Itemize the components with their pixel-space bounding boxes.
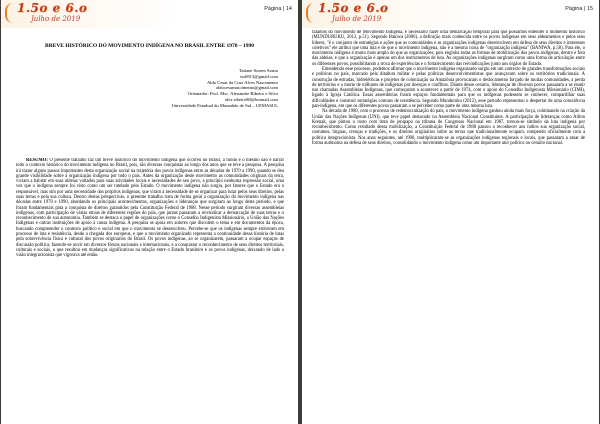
- event-subtitle: Julho de 2019: [332, 15, 382, 23]
- author-block: [21, 68, 278, 109]
- banner-ornament-icon: [306, 3, 318, 23]
- body-text: [312, 30, 585, 420]
- author-name: Aldo Cesar da Cruz Alves Nascimento: [206, 79, 278, 85]
- page-right: [302, 0, 599, 424]
- paragraph: Na década de 1980, com o processo de redemocratização do país, o movimento indígena ganhou ainda mais força, culminando na criação da União das Nações Indígenas (UNI), que teve papel destacado na Assembleia Nacional Constituinte. A participação de lideranças como Ailton Krenak, que pintou o rosto com tinta de jenipapo na tribuna do Congresso Nacional em 1987, tornou-se símbolo da luta indígena por reconhecimento. Como resultado dessa mobilização, a Constituição Federal de 1988 passou a reconhecer aos índios sua organização social, costumes, línguas, crenças e tradições, e os direitos originários sobre as terras que tradicionalmente ocupam, rompendo oficialmente com a política integracionista. Nos anos seguintes, até 1990, multiplicaram-se as organizações indígenas regionais e locais, que passaram a atuar de forma autônoma na defesa de seus direitos, consolidando o movimento indígena como um importante ator político no cenário nacional.: [312, 109, 585, 146]
- event-banner: [1, 0, 298, 28]
- event-title: 1.5o e 6.o: [17, 1, 88, 15]
- abstract-text: O presente trabalho faz um breve histórico do movimento indígena que ocorreu no Brasil, a fundo é o mesmo não é narrar todo o contexto histórico do movimento indígena no Brasil, pois, são diversas conquistas ao longo dos anos que se teve a pesquisa. A pesquisa irá trazer alguns passos importantes desta organização social na trajetória dos povos indígenas entre as décadas de 1970 a 1990, quando se deu grande visibilidade sobre a organização indígena por todo o país. Antes da organização deste movimento as comunidades originais da terra, viviam a habitar em suas aldeias voltados para suas atividades locais e necessidades de seu povo, a princípio nenhuma expressão social, uma vez que o indígena sempre foi visto como um ser tutelado pelo Estado. O movimento indígena não surgiu, por fatores que o Estado era o responsável, mas sim por uma necessidade dos próprios indígenas, que viram a necessidade de se organizar para lutar pelos seus direitos, pelas suas terras e pela sua cultura. Dentro destas perspectivas, o presente trabalho trata de forma geral a organização do movimento indígena nas décadas entre 1970 e 1990, abordando os principais acontecimentos, organizações e lideranças que surgiram ao longo deste período, e que foram fundamentais para a conquista de direitos garantidos pela Constituição Federal de 1988. Nesse período surgiram diversas assembleias indígenas, com participação de várias etnias de diferentes regiões do país, que juntas passaram a reivindicar a demarcação de suas terras e o reconhecimento de sua autonomia. Também se destaca o papel de organizações como o Conselho Indigenista Missionário, a União das Nações Indígenas e outras instituições de apoio à causa indígena. A pesquisa se apoia em autores que discutem o tema e em documentos da época, buscando compreender o contexto político e social em que o movimento se desenvolveu. Percebe-se que os indígenas sempre estiveram em processo de luta e resistência, desde a chegada dos europeus, e que o movimento organizado representa a continuidade dessa história de lutas pela sobrevivência física e cultural dos povos originários do Brasil. Os povos indígenas, ao se organizarem, passaram a ocupar espaços de discussão política, fazendo-se ouvir em diversos fóruns nacionais e internacionais, e a conquistar o reconhecimento de seus direitos territoriais, culturais e sociais, o que resultou em mudanças significativas na relação entre o Estado brasileiro e os povos indígenas, deixando de lado a visão integracionista que vigorava até então.: [16, 158, 284, 259]
- event-banner: [302, 0, 599, 28]
- university: Universidade Estadual do Maranhão de Sul – UEMASUL: [171, 102, 278, 108]
- banner-ornament-icon: [5, 3, 17, 23]
- author-email: tss0813@gmail.com: [240, 73, 278, 79]
- paragraph: falamos do movimento de Movimento Indígena, é necessário fazer uma demarcação temporal para que possamos entender o momento histórico (MUNDURUKU, 2012, p.51). Segundo Baniwa (2006), a definição mais conhecida entre os povos indígenas em seus aldeamentos e pelos seus líderes, "é o conjunto de estratégias e ações que as comunidades e as organizações indígenas desenvolvem em defesa de seus direitos e interesses coletivos" ele atribui que uma luta e de que o movimento indígena, não é a mesma coisa de "organização indígena" (BANIWA, p.58). Para ele, o movimento indígena é muito mais amplo do que as organizações, pois engloba todas as formas de mobilização dos povos indígenas, dentro e fora das aldeias, e que a organização é apenas um dos instrumentos de luta. As organizações indígenas surgiram como uma forma de articulação entre os diferentes povos, possibilitando a troca de experiências e o fortalecimento das reivindicações junto aos órgãos do Estado.: [312, 30, 585, 67]
- abstract: [16, 158, 284, 420]
- advisor-name: Orientador: Prof. Msc. Alexandre Ribeiro e Silva: [187, 91, 278, 97]
- advisor-email: alex.ribeiro88@hotmail.com: [225, 96, 278, 102]
- page-number: Página | 15: [565, 6, 593, 12]
- article-title: BREVE HISTÓRICO DO MOVIMENTO INDÍGENA NO BRASIL ENTRE 1970 – 1990: [45, 43, 254, 49]
- abstract-label: RESUMO:: [26, 158, 48, 163]
- page-left: [1, 0, 298, 424]
- paragraph: Entendendo esse processo, podemos afirmar que o movimento indígena organizado surgiu em um contexto de grandes transformações sociais e políticas no país, marcado pela ditadura militar e pelas políticas desenvolvimentistas que avançavam sobre os territórios tradicionais. A construção de estradas, hidrelétricas e projetos de colonização na Amazônia provocaram o deslocamento forçado de muitas comunidades, a perda de territórios e a morte de milhares de indígenas por doenças e conflitos. Diante desse cenário, lideranças de diversos povos passaram a se reunir nas chamadas Assembleias Indígenas, que começaram a acontecer a partir de 1974, com o apoio do Conselho Indigenista Missionário (CIMI), ligado à Igreja Católica. Essas assembleias foram espaços fundamentais para que os indígenas pudessem se conhecer, compartilhar suas dificuldades e construir estratégias comuns de resistência. Segundo Munduruku (2012), esse período representou o despertar de uma consciência pan-indígena, em que os diferentes povos passaram a se perceber como parte de uma mesma luta.: [312, 66, 585, 109]
- author-name: Tatiane Soares Sousa: [239, 68, 278, 73]
- event-title: 1.5o e 6.o: [318, 1, 389, 15]
- event-subtitle: Julho de 2019: [31, 15, 81, 23]
- author-email: aldocesarnascimento@gmail.com: [215, 85, 278, 91]
- page-number: Página | 14: [264, 6, 292, 12]
